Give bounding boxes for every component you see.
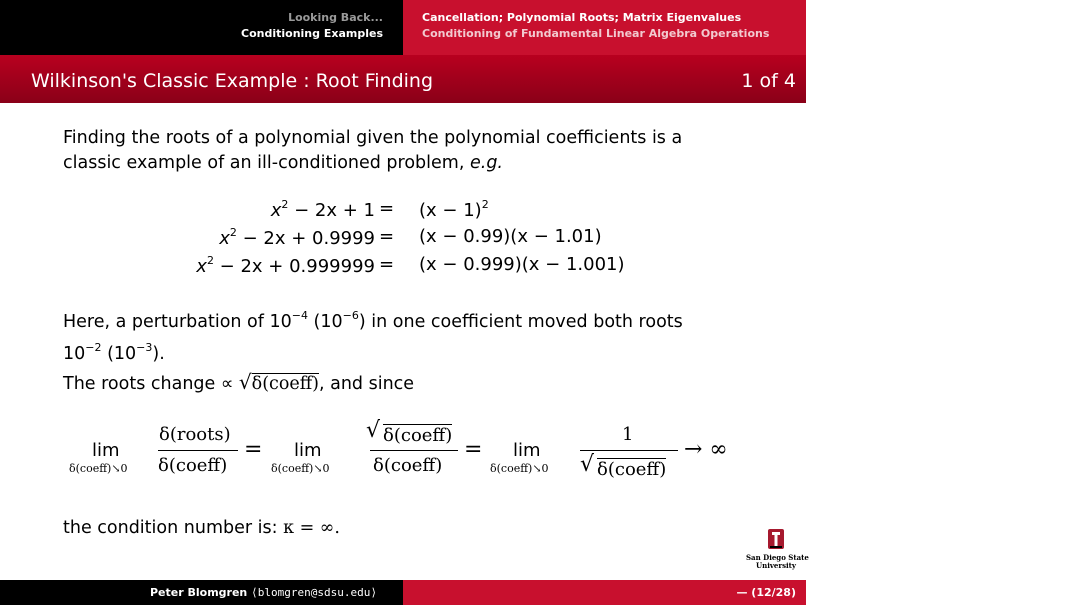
exponent: −4 [291,309,308,322]
lim-operator: lim [294,440,322,461]
exponent: −6 [342,309,359,322]
intro-line-2 [63,151,682,176]
kappa-infinity: κ = ∞. [283,518,340,538]
logo-text-line-2: University [756,561,796,570]
lim-subscript: δ(coeff)↘0 [490,462,549,475]
exponent: 2 [481,198,489,211]
eq3-rhs: (x − 0.999)(x − 1.001) [419,254,625,275]
top-navigation-bar [0,0,806,55]
exponent: 2 [206,254,214,267]
text: Here, a perturbation of 10 [63,312,292,332]
footer-author [150,586,377,599]
lim-subscript: δ(coeff)↘0 [271,462,330,475]
perturbation-paragraph [63,303,683,367]
condition-number-paragraph [63,516,340,541]
exponent: −3 [136,341,153,354]
eq-term: − 2x + 0.9999 [236,228,375,249]
var-x: x [270,200,282,221]
roots-change-paragraph [63,370,414,397]
nav-link-conditioning-fundamental[interactable]: Conditioning of Fundamental Linear Algebra Operations [422,27,770,40]
exponent: −2 [85,341,102,354]
var-x: x [196,256,207,277]
eq3-lhs [196,254,375,277]
text: (10 [307,312,343,332]
nav-section-right[interactable] [403,0,806,55]
footer-bar [0,580,1070,605]
footer-left [0,580,403,605]
exponent: 2 [229,226,237,239]
eq-term: (x − 1) [419,200,482,221]
lim-subscript: δ(coeff)↘0 [69,462,128,475]
equals-sign: = [244,437,263,462]
var-x: x [219,228,230,249]
eg-text: e.g. [469,153,503,173]
nav-link-conditioning-examples[interactable]: Conditioning Examples [241,27,383,40]
eq-term: − 2x + 1 [288,200,375,221]
text: The roots change ∝ [63,374,239,394]
text: ) in one coefficient moved both roots [358,312,683,332]
eq1-lhs [271,198,375,221]
intro-text: classic example of an ill-conditioned problem, [63,153,470,173]
nav-section-left[interactable] [0,0,403,55]
perturbation-line-1 [63,303,683,335]
text: , and since [318,374,415,394]
footer-section[interactable]: 9. Conditioning and Condition Numbers [825,586,1070,599]
sqrt-symbol: √ [238,370,252,394]
sqrt-argument: δ(coeff) [251,374,319,394]
author-email: ⟨blomgren@sdsu.edu⟩ [251,586,377,599]
fraction-numerator: 1 [622,424,634,445]
sqrt-symbol: √ [366,418,381,443]
sdsu-logo [746,527,809,577]
eq3-equals: = [379,254,395,275]
footer-page-number: — (12/28) [736,586,796,599]
footer-right [403,580,1070,605]
eq1-rhs [419,198,489,221]
intro-line-1: Finding the roots of a polynomial given the polynomial coefficients is a [63,128,683,148]
sdsu-shield-icon [746,527,806,553]
fraction-numerator: δ(coeff) [383,425,453,446]
logo-text-line-1: San Diego State [746,553,809,562]
text: the condition number is: [63,518,284,538]
equals-sign: = [464,437,483,462]
eq2-lhs [219,226,375,249]
author-name: Peter Blomgren [150,586,248,599]
text: (10 [101,344,137,364]
eq-term: − 2x + 0.999999 [213,256,375,277]
nav-link-looking-back[interactable]: Looking Back... [288,11,383,24]
fraction-denominator: δ(coeff) [373,455,443,476]
frame-counter: 1 of 4 [741,70,796,92]
text: 10 [63,344,86,364]
fraction-bar [370,450,458,451]
frame-title-bar [0,55,806,103]
lim-operator: lim [513,440,541,461]
text: ). [152,344,165,364]
intro-paragraph [63,126,682,176]
lim-operator: lim [92,440,120,461]
eq2-equals: = [379,226,395,247]
fraction-bar [580,450,678,451]
perturbation-line-2 [63,335,683,367]
fraction-numerator: δ(roots) [159,424,231,445]
fraction-denominator: δ(coeff) [597,459,667,480]
fraction-denominator: δ(coeff) [158,455,228,476]
nav-link-cancellation[interactable]: Cancellation; Polynomial Roots; Matrix Eigenvalues [422,11,742,24]
sqrt-symbol: √ [580,452,595,477]
fraction-bar [158,450,238,451]
eq2-rhs: (x − 0.99)(x − 1.01) [419,226,602,247]
tends-to-infinity: → ∞ [684,437,728,462]
exponent: 2 [281,198,289,211]
frame-title: Wilkinson's Classic Example : Root Finding [31,70,434,92]
eq1-equals: = [379,198,395,219]
